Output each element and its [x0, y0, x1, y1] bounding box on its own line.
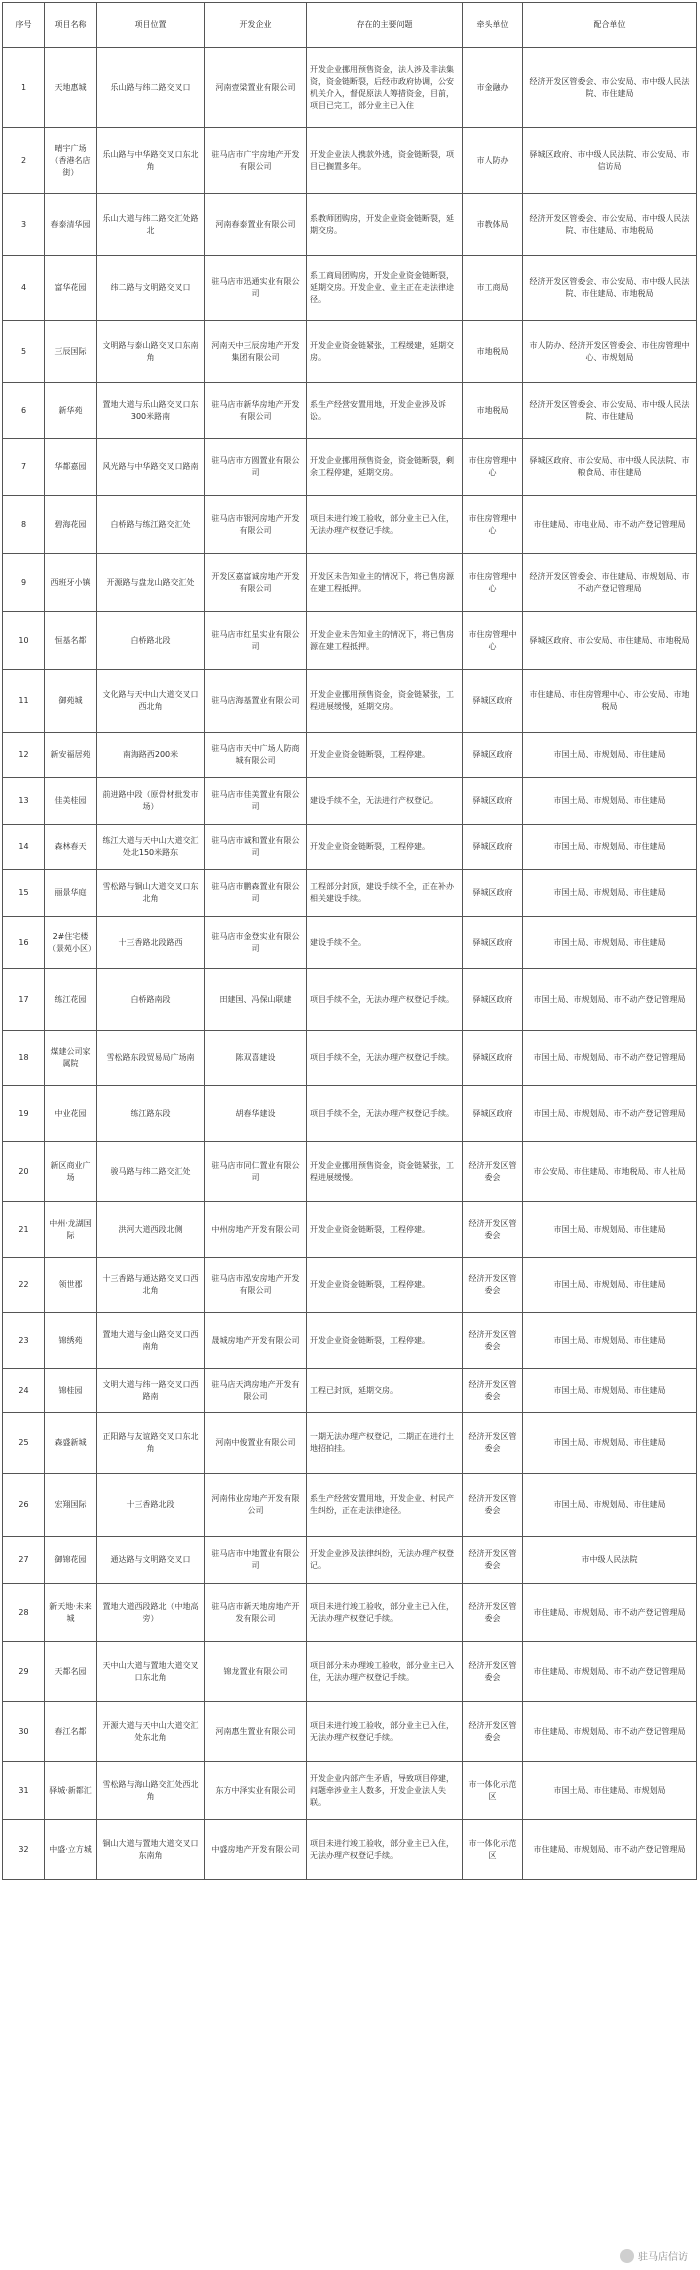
table-cell: 驿城区政府: [463, 1086, 523, 1142]
table-row: [3, 128, 697, 194]
table-cell: 开发企业资金链紧张，工程缓建，延期交房。: [307, 321, 463, 383]
table-cell: 经济开发区管委会: [463, 1202, 523, 1258]
table-cell: 开发企业内部产生矛盾，导致项目停建，问题牵涉业主人数多，开发企业法人失联。: [307, 1762, 463, 1820]
table-row: [3, 1762, 697, 1820]
table-cell: 宏翔国际: [45, 1474, 97, 1537]
table-cell: 西班牙小镇: [45, 554, 97, 612]
table-cell: 铜山大道与置地大道交叉口东南角: [97, 1820, 205, 1880]
table-cell: 项目手续不全，无法办理产权登记手续。: [307, 1031, 463, 1086]
table-cell: 驻马店市迅通实业有限公司: [205, 256, 307, 321]
header-cell: 项目位置: [97, 3, 205, 48]
table-cell: 河南春泰置业有限公司: [205, 194, 307, 256]
table-cell: 建设手续不全。: [307, 917, 463, 969]
table-row: [3, 870, 697, 917]
table-cell: 市地税局: [463, 321, 523, 383]
table-cell: 陈双喜建设: [205, 1031, 307, 1086]
table-cell: 通达路与文明路交叉口: [97, 1537, 205, 1584]
table-row: [3, 48, 697, 128]
table-cell: 田建国、冯保山联建: [205, 969, 307, 1031]
table-cell: 佳美桂园: [45, 778, 97, 825]
table-cell: 开发企业资金链断裂，工程停建。: [307, 733, 463, 778]
table-cell: 市国土局、市规划局、市住建局: [523, 778, 697, 825]
table-cell: 驻马店市诚和置业有限公司: [205, 825, 307, 870]
table-cell: 市住房管理中心: [463, 554, 523, 612]
table-cell: 恒基名都: [45, 612, 97, 670]
table-cell: 市国土局、市规划局、市住建局: [523, 1474, 697, 1537]
header-cell: 项目名称: [45, 3, 97, 48]
table-cell: 市国土局、市规划局、市不动产登记管理局: [523, 1086, 697, 1142]
table-cell: 前进路中段（原骨材批发市场）: [97, 778, 205, 825]
table-row: [3, 1584, 697, 1642]
table-cell: 经济开发区管委会: [463, 1474, 523, 1537]
table-row: [3, 554, 697, 612]
table-cell: 东方中泽实业有限公司: [205, 1762, 307, 1820]
table-cell: 市住建局、市电业局、市不动产登记管理局: [523, 496, 697, 554]
table-cell: 三辰国际: [45, 321, 97, 383]
table-cell: 中州房地产开发有限公司: [205, 1202, 307, 1258]
table-cell: 14: [3, 825, 45, 870]
table-cell: 市工商局: [463, 256, 523, 321]
table-cell: 9: [3, 554, 45, 612]
table-cell: 丽景华庭: [45, 870, 97, 917]
table-cell: 驻马店市方圆置业有限公司: [205, 439, 307, 496]
table-cell: 市住建局、市规划局、市不动产登记管理局: [523, 1584, 697, 1642]
table-cell: 御苑城: [45, 670, 97, 733]
table-cell: 市教体局: [463, 194, 523, 256]
table-cell: 文明大道与纬一路交叉口西路南: [97, 1369, 205, 1413]
table-row: [3, 917, 697, 969]
table-cell: 洪河大道西段北侧: [97, 1202, 205, 1258]
table-cell: 市中级人民法院: [523, 1537, 697, 1584]
table-row: [3, 321, 697, 383]
table-cell: 驿城区政府、市中级人民法院、市公安局、市信访局: [523, 128, 697, 194]
table-cell: 开发区嘉富诚房地产开发有限公司: [205, 554, 307, 612]
header-cell: 牵头单位: [463, 3, 523, 48]
table-cell: 中州·龙湖国际: [45, 1202, 97, 1258]
table-cell: 项目未进行竣工验收，部分业主已入住，无法办理产权登记手续。: [307, 1584, 463, 1642]
table-cell: 市国土局、市规划局、市住建局: [523, 1369, 697, 1413]
table-cell: 驻马店市佳美置业有限公司: [205, 778, 307, 825]
table-cell: 经济开发区管委会: [463, 1258, 523, 1313]
table-cell: 市住房管理中心: [463, 439, 523, 496]
table-cell: 工程已封顶，延期交房。: [307, 1369, 463, 1413]
table-cell: 河南惠生置业有限公司: [205, 1702, 307, 1762]
table-row: [3, 496, 697, 554]
table-cell: 市一体化示范区: [463, 1762, 523, 1820]
table-cell: 2#住宅楼（景苑小区）: [45, 917, 97, 969]
table-cell: 3: [3, 194, 45, 256]
table-cell: 市国土局、市规划局、市住建局: [523, 1258, 697, 1313]
watermark-text: 驻马店信访: [638, 2252, 688, 2263]
table-cell: 市公安局、市住建局、市地税局、市人社局: [523, 1142, 697, 1202]
table-cell: 置地大道与金山路交叉口西南角: [97, 1313, 205, 1369]
table-row: [3, 1413, 697, 1474]
table-cell: 18: [3, 1031, 45, 1086]
table-cell: 市国土局、市规划局、市住建局: [523, 1202, 697, 1258]
table-cell: 23: [3, 1313, 45, 1369]
table-cell: 锦绣苑: [45, 1313, 97, 1369]
table-row: [3, 825, 697, 870]
table-cell: 项目未进行竣工验收，部分业主已入住，无法办理产权登记手续。: [307, 496, 463, 554]
table-cell: 中盛房地产开发有限公司: [205, 1820, 307, 1880]
table-cell: 20: [3, 1142, 45, 1202]
table-cell: 经济开发区管委会: [463, 1642, 523, 1702]
table-row: [3, 256, 697, 321]
table-cell: 驻马店市红星实业有限公司: [205, 612, 307, 670]
table-cell: 驻马店市广宇房地产开发有限公司: [205, 128, 307, 194]
table-cell: 4: [3, 256, 45, 321]
table-cell: 春泰清华园: [45, 194, 97, 256]
table-cell: 项目未进行竣工验收，部分业主已入住，无法办理产权登记手续。: [307, 1820, 463, 1880]
watermark: [616, 2247, 692, 2264]
table-row: [3, 1258, 697, 1313]
table-cell: 驿城区政府、市公安局、市住建局、市地税局: [523, 612, 697, 670]
table-cell: 经济开发区管委会: [463, 1313, 523, 1369]
table-cell: 经济开发区管委会: [463, 1537, 523, 1584]
table-row: [3, 733, 697, 778]
table-cell: 市国土局、市规划局、市住建局: [523, 917, 697, 969]
table-cell: 中业花园: [45, 1086, 97, 1142]
table-cell: 经济开发区管委会、市住建局、市规划局、市不动产登记管理局: [523, 554, 697, 612]
table-cell: 17: [3, 969, 45, 1031]
table-cell: 驿城区政府: [463, 733, 523, 778]
table-cell: 骏马路与纬二路交汇处: [97, 1142, 205, 1202]
table-cell: 系生产经营安置用地，开发企业涉及诉讼。: [307, 383, 463, 439]
table-cell: 置地大道与乐山路交叉口东300米路南: [97, 383, 205, 439]
table-cell: 河南壹梁置业有限公司: [205, 48, 307, 128]
table-cell: 驿城区政府: [463, 670, 523, 733]
table-cell: 开发企业挪用预售资金，资金链紧张，工程进展缓慢。: [307, 1142, 463, 1202]
table-row: [3, 969, 697, 1031]
table-cell: 白桥路与练江路交汇处: [97, 496, 205, 554]
table-cell: 市一体化示范区: [463, 1820, 523, 1880]
table-row: [3, 1642, 697, 1702]
table-cell: 26: [3, 1474, 45, 1537]
table-cell: 经济开发区管委会: [463, 1413, 523, 1474]
table-cell: 驻马店市金登实业有限公司: [205, 917, 307, 969]
table-cell: 6: [3, 383, 45, 439]
table-cell: 15: [3, 870, 45, 917]
table-row: [3, 194, 697, 256]
table-cell: 开发企业挪用预售资金，法人涉及非法集资，资金链断裂，后经市政府协调，公安机关介入，督促原法人筹措资金，目前，项目已完工，部分业主已入住: [307, 48, 463, 128]
table-cell: 市国土局、市规划局、市不动产登记管理局: [523, 1031, 697, 1086]
table-cell: 开发企业资金链断裂，工程停建。: [307, 825, 463, 870]
table-cell: 森林春天: [45, 825, 97, 870]
table-row: [3, 778, 697, 825]
table-cell: 7: [3, 439, 45, 496]
table-cell: 十三香路与通达路交叉口西北角: [97, 1258, 205, 1313]
table-cell: 项目部分未办理竣工验收，部分业主已入住，无法办理产权登记手续。: [307, 1642, 463, 1702]
table-row: [3, 1031, 697, 1086]
table-cell: 市金融办: [463, 48, 523, 128]
table-cell: 项目未进行竣工验收，部分业主已入住，无法办理产权登记手续。: [307, 1702, 463, 1762]
table-cell: 驻马店天鸿房地产开发有限公司: [205, 1369, 307, 1413]
table-cell: 驿城区政府: [463, 825, 523, 870]
table-cell: 开发企业未告知业主的情况下，将已售房源在建工程抵押。: [307, 612, 463, 670]
table-cell: 驿城区政府、市公安局、市中级人民法院、市粮食局、市住建局: [523, 439, 697, 496]
table-cell: 锦桂园: [45, 1369, 97, 1413]
table-cell: 置地大道西段路北（中地高旁）: [97, 1584, 205, 1642]
table-cell: 雪松路与铜山大道交叉口东北角: [97, 870, 205, 917]
table-cell: 新华苑: [45, 383, 97, 439]
table-cell: 驻马店市天中广场人防商城有限公司: [205, 733, 307, 778]
table-cell: 30: [3, 1702, 45, 1762]
table-cell: 中盛·立方城: [45, 1820, 97, 1880]
header-row: [3, 3, 697, 48]
table-cell: 驻马店市银河房地产开发有限公司: [205, 496, 307, 554]
table-row: [3, 439, 697, 496]
table-cell: 碧海花园: [45, 496, 97, 554]
table-cell: 市人防办: [463, 128, 523, 194]
table-cell: 风光路与中华路交叉口路南: [97, 439, 205, 496]
table-cell: 富华花园: [45, 256, 97, 321]
table-row: [3, 1142, 697, 1202]
table-cell: 25: [3, 1413, 45, 1474]
table-cell: 驿城区政府: [463, 969, 523, 1031]
table-cell: 市国土局、市规划局、市住建局: [523, 870, 697, 917]
table-row: [3, 612, 697, 670]
table-cell: 开发企业法人携款外逃，资金链断裂，项目已搁置多年。: [307, 128, 463, 194]
table-cell: 驻马店海基置业有限公司: [205, 670, 307, 733]
table-cell: 工程部分封顶，建设手续不全，正在补办相关建设手续。: [307, 870, 463, 917]
table-cell: 经济开发区管委会: [463, 1369, 523, 1413]
table-cell: 市人防办、经济开发区管委会、市住房管理中心、市规划局: [523, 321, 697, 383]
table-cell: 系生产经营安置用地，开发企业、村民产生纠纷，正在走法律途径。: [307, 1474, 463, 1537]
table-cell: 16: [3, 917, 45, 969]
table-cell: 春江名都: [45, 1702, 97, 1762]
table-cell: 经济开发区管委会、市公安局、市中级人民法院、市住建局、市地税局: [523, 256, 697, 321]
table-cell: 开发企业涉及法律纠纷，无法办理产权登记。: [307, 1537, 463, 1584]
table-cell: 11: [3, 670, 45, 733]
table-cell: 5: [3, 321, 45, 383]
table-cell: 29: [3, 1642, 45, 1702]
table-cell: 27: [3, 1537, 45, 1584]
table-cell: 乐山大道与纬二路交汇处路北: [97, 194, 205, 256]
table-cell: 系工商局团购房，开发企业资金链断裂，延期交房。开发企业、业主正在走法律途径。: [307, 256, 463, 321]
table-cell: 新区商业广场: [45, 1142, 97, 1202]
table-cell: 市住建局、市规划局、市不动产登记管理局: [523, 1820, 697, 1880]
table-cell: 雪松路东段贸易局广场南: [97, 1031, 205, 1086]
table-cell: 天中山大道与置地大道交叉口东北角: [97, 1642, 205, 1702]
table-cell: 13: [3, 778, 45, 825]
table-cell: 开发企业资金链断裂，工程停建。: [307, 1313, 463, 1369]
table-row: [3, 1202, 697, 1258]
table-cell: 市住建局、市住房管理中心、市公安局、市地税局: [523, 670, 697, 733]
table-cell: 22: [3, 1258, 45, 1313]
table-cell: 新天地·未来城: [45, 1584, 97, 1642]
table-row: [3, 1702, 697, 1762]
table-row: [3, 1820, 697, 1880]
table-row: [3, 1313, 697, 1369]
table-cell: 开发企业资金链断裂，工程停建。: [307, 1202, 463, 1258]
table-cell: 御锦花园: [45, 1537, 97, 1584]
table-cell: 森盛新城: [45, 1413, 97, 1474]
table-cell: 十三香路北段路西: [97, 917, 205, 969]
table-cell: 驻马店市鹏森置业有限公司: [205, 870, 307, 917]
problem-projects-table: [2, 2, 697, 1880]
table-cell: 驿城区政府: [463, 778, 523, 825]
table-cell: 21: [3, 1202, 45, 1258]
table-cell: 市地税局: [463, 383, 523, 439]
table-cell: 市国土局、市规划局、市住建局: [523, 1313, 697, 1369]
table-cell: 32: [3, 1820, 45, 1880]
table-cell: 市住房管理中心: [463, 496, 523, 554]
table-cell: 市国土局、市规划局、市住建局: [523, 733, 697, 778]
table-cell: 10: [3, 612, 45, 670]
table-cell: 纬二路与文明路交叉口: [97, 256, 205, 321]
table-cell: 河南伟业房地产开发有限公司: [205, 1474, 307, 1537]
table-cell: 12: [3, 733, 45, 778]
table-cell: 市国土局、市规划局、市住建局: [523, 825, 697, 870]
header-cell: 配合单位: [523, 3, 697, 48]
table-cell: 锦龙置业有限公司: [205, 1642, 307, 1702]
table-cell: 经济开发区管委会: [463, 1702, 523, 1762]
table-cell: 煤建公司家属院: [45, 1031, 97, 1086]
table-row: [3, 670, 697, 733]
table-cell: 驿城·新都汇: [45, 1762, 97, 1820]
table-cell: 文化路与天中山大道交叉口西北角: [97, 670, 205, 733]
table-cell: 正阳路与友谊路交叉口东北角: [97, 1413, 205, 1474]
table-cell: 31: [3, 1762, 45, 1820]
table-cell: 8: [3, 496, 45, 554]
table-cell: 开源大道与天中山大道交汇处东北角: [97, 1702, 205, 1762]
table-cell: 练江花园: [45, 969, 97, 1031]
table-cell: 领世郡: [45, 1258, 97, 1313]
table-cell: 建设手续不全，无法进行产权登记。: [307, 778, 463, 825]
table-row: [3, 383, 697, 439]
table-row: [3, 1086, 697, 1142]
table-cell: 28: [3, 1584, 45, 1642]
table-cell: 驿城区政府: [463, 870, 523, 917]
table-cell: 系教师团购房，开发企业资金链断裂，延期交房。: [307, 194, 463, 256]
table-cell: 经济开发区管委会、市公安局、市中级人民法院、市住建局、市地税局: [523, 194, 697, 256]
table-cell: 文明路与泰山路交叉口东南角: [97, 321, 205, 383]
table-cell: 一期无法办理产权登记，二期正在进行土地招拍挂。: [307, 1413, 463, 1474]
table-cell: 乐山路与纬二路交叉口: [97, 48, 205, 128]
table-cell: 驻马店市新天地房地产开发有限公司: [205, 1584, 307, 1642]
table-cell: 开源路与盘龙山路交汇处: [97, 554, 205, 612]
table-cell: 华都嘉园: [45, 439, 97, 496]
table-cell: 河南天中三辰房地产开发集团有限公司: [205, 321, 307, 383]
table-cell: 驿城区政府: [463, 1031, 523, 1086]
table-cell: 经济开发区管委会: [463, 1584, 523, 1642]
table-cell: 驻马店市同仁置业有限公司: [205, 1142, 307, 1202]
table-cell: 白桥路南段: [97, 969, 205, 1031]
table-cell: 1: [3, 48, 45, 128]
wechat-icon: [620, 2249, 634, 2263]
header-cell: 存在的主要问题: [307, 3, 463, 48]
table-cell: 经济开发区管委会、市公安局、市中级人民法院、市住建局: [523, 48, 697, 128]
table-cell: 驻马店市泓安房地产开发有限公司: [205, 1258, 307, 1313]
table-cell: 十三香路北段: [97, 1474, 205, 1537]
table-cell: 开发区未告知业主的情况下，将已售房源在建工程抵押。: [307, 554, 463, 612]
table-cell: 经济开发区管委会、市公安局、市中级人民法院、市住建局: [523, 383, 697, 439]
table-row: [3, 1369, 697, 1413]
table-cell: 练江大道与天中山大道交汇处北150米路东: [97, 825, 205, 870]
table-cell: 雪松路与海山路交汇处西北角: [97, 1762, 205, 1820]
table-cell: 开发企业挪用预售资金，资金链断裂，剩余工程停建，延期交房。: [307, 439, 463, 496]
table-cell: 天地惠城: [45, 48, 97, 128]
table-cell: 市住建局、市规划局、市不动产登记管理局: [523, 1702, 697, 1762]
table-cell: 市国土局、市规划局、市住建局: [523, 1413, 697, 1474]
table-cell: 驿城区政府: [463, 917, 523, 969]
table-cell: 2: [3, 128, 45, 194]
table-cell: 24: [3, 1369, 45, 1413]
table-cell: 市住建局、市规划局、市不动产登记管理局: [523, 1642, 697, 1702]
table-cell: 练江路东段: [97, 1086, 205, 1142]
table-cell: 市住房管理中心: [463, 612, 523, 670]
table-cell: 晴宇广场（香港名店街）: [45, 128, 97, 194]
table-cell: 天都名园: [45, 1642, 97, 1702]
table-cell: 项目手续不全，无法办理产权登记手续。: [307, 969, 463, 1031]
table-cell: 19: [3, 1086, 45, 1142]
table-cell: 项目手续不全，无法办理产权登记手续。: [307, 1086, 463, 1142]
table-cell: 市国土局、市规划局、市不动产登记管理局: [523, 969, 697, 1031]
table-cell: 开发企业挪用预售资金，资金链紧张，工程进展缓慢，延期交房。: [307, 670, 463, 733]
table-cell: 驻马店市新华房地产开发有限公司: [205, 383, 307, 439]
header-cell: 开发企业: [205, 3, 307, 48]
table-cell: 河南中俊置业有限公司: [205, 1413, 307, 1474]
table-cell: 南海路西200米: [97, 733, 205, 778]
table-cell: 新安福居苑: [45, 733, 97, 778]
header-cell: 序号: [3, 3, 45, 48]
table-cell: 乐山路与中华路交叉口东北角: [97, 128, 205, 194]
table-cell: 开发企业资金链断裂，工程停建。: [307, 1258, 463, 1313]
table-cell: 白桥路北段: [97, 612, 205, 670]
table-row: [3, 1537, 697, 1584]
table-row: [3, 1474, 697, 1537]
table-cell: 市国土局、市住建局、市规划局: [523, 1762, 697, 1820]
table-cell: 经济开发区管委会: [463, 1142, 523, 1202]
table-cell: 驻马店市中地置业有限公司: [205, 1537, 307, 1584]
table-cell: 胡春华建设: [205, 1086, 307, 1142]
table-cell: 晟城房地产开发有限公司: [205, 1313, 307, 1369]
